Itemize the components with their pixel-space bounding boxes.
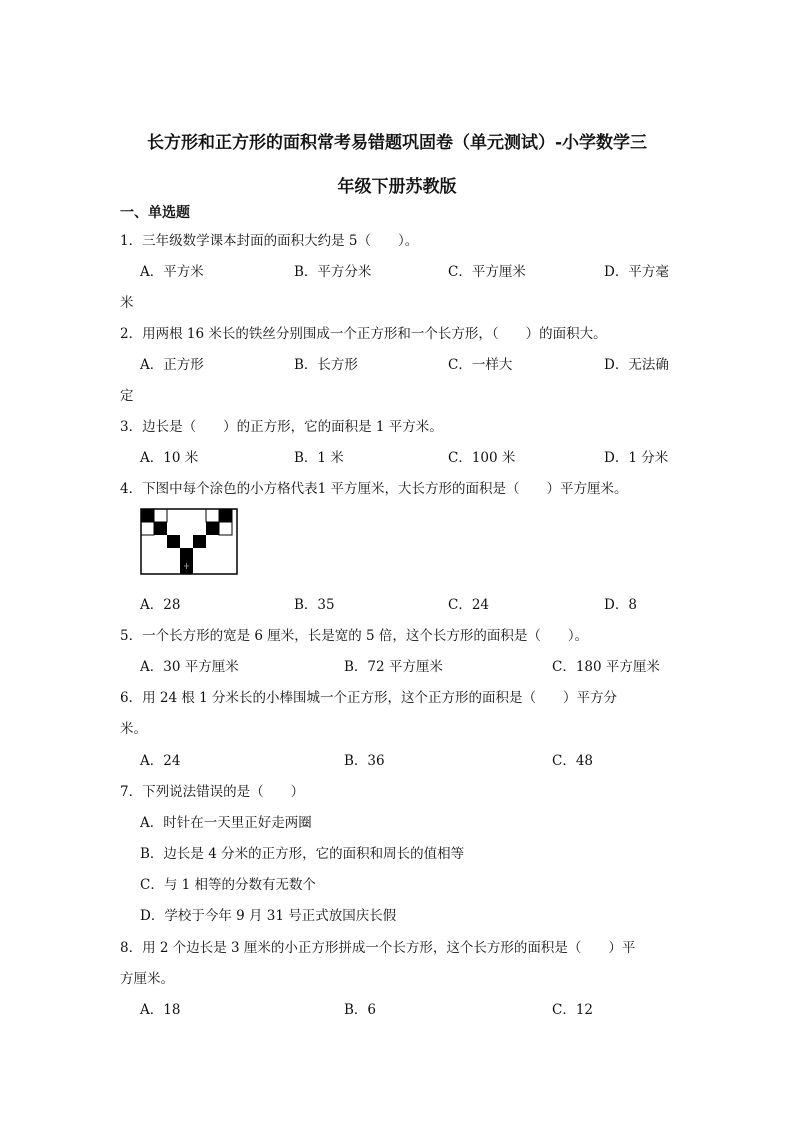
page-title-line1: 长方形和正方形的面积常考易错题巩固卷（单元测试）-小学数学三 bbox=[146, 133, 648, 153]
question-8-option-b[interactable]: B．6 bbox=[344, 1002, 377, 1018]
question-7-option-d[interactable]: D．学校于今年 9 月 31 号正式放国庆长假 bbox=[140, 908, 397, 924]
question-8-option-a[interactable]: A．18 bbox=[140, 1002, 181, 1018]
question-3-option-a[interactable]: A．10 米 bbox=[140, 450, 199, 466]
question-1-option-a[interactable]: A．平方米 bbox=[140, 264, 204, 280]
question-3-option-b[interactable]: B．1 米 bbox=[294, 450, 344, 466]
question-8-text: 8．用 2 个边长是 3 厘米的小正方形拼成一个长方形，这个长方形的面积是（ ）平 bbox=[120, 940, 636, 956]
page-title-line2: 年级下册苏教版 bbox=[337, 177, 457, 197]
question-4-option-c[interactable]: C．24 bbox=[448, 597, 490, 613]
question-4-option-d[interactable]: D．8 bbox=[604, 597, 637, 613]
question-8-text-wrap: 方厘米。 bbox=[120, 971, 174, 987]
question-2-option-d-wrap: 定 bbox=[120, 388, 134, 404]
question-2-option-d[interactable]: D．无法确 bbox=[604, 357, 669, 373]
question-7-option-a[interactable]: A．时针在一天里正好走两圈 bbox=[140, 815, 312, 831]
question-1-option-c[interactable]: C．平方厘米 bbox=[448, 264, 526, 280]
question-2-text: 2．用两根 16 米长的铁丝分别围成一个正方形和一个长方形，（ ）的面积大。 bbox=[120, 326, 607, 342]
question-3-option-d[interactable]: D．1 分米 bbox=[604, 450, 669, 466]
question-5-option-c[interactable]: C．180 平方厘米 bbox=[552, 659, 660, 675]
question-1-text: 1．三年级数学课本封面的面积大约是 5（ ）。 bbox=[120, 233, 419, 249]
question-7-text: 7．下列说法错误的是（ ） bbox=[120, 784, 305, 800]
question-8-option-c[interactable]: C．12 bbox=[552, 1002, 594, 1018]
question-7-option-c[interactable]: C．与 1 相等的分数有无数个 bbox=[140, 877, 317, 893]
question-4-option-b[interactable]: B．35 bbox=[294, 597, 335, 613]
question-7-option-b[interactable]: B．边长是 4 分米的正方形，它的面积和周长的值相等 bbox=[140, 846, 465, 862]
grid-figure bbox=[140, 508, 238, 576]
question-6-option-a[interactable]: A．24 bbox=[140, 753, 181, 769]
question-3-option-c[interactable]: C．100 米 bbox=[448, 450, 516, 466]
question-1-option-b[interactable]: B．平方分米 bbox=[294, 264, 372, 280]
question-5-text: 5．一个长方形的宽是 6 厘米，长是宽的 5 倍，这个长方形的面积是（ ）。 bbox=[120, 628, 589, 644]
question-4-text: 4．下图中每个涂色的小方格代表1 平方厘米，大长方形的面积是（ ）平方厘米。 bbox=[120, 481, 628, 497]
question-5-option-b[interactable]: B．72 平方厘米 bbox=[344, 659, 443, 675]
section-heading: 一、单选题 bbox=[120, 205, 190, 221]
question-2-option-c[interactable]: C．一样大 bbox=[448, 357, 513, 373]
question-6-option-b[interactable]: B．36 bbox=[344, 753, 385, 769]
question-1-option-d-wrap: 米 bbox=[120, 295, 134, 311]
question-5-option-a[interactable]: A．30 平方厘米 bbox=[140, 659, 239, 675]
question-6-option-c[interactable]: C．48 bbox=[552, 753, 594, 769]
question-3-text: 3．边长是（ ）的正方形，它的面积是 1 平方米。 bbox=[120, 419, 443, 435]
question-2-option-b[interactable]: B．长方形 bbox=[294, 357, 358, 373]
question-4-option-a[interactable]: A．28 bbox=[140, 597, 181, 613]
question-1-option-d[interactable]: D．平方毫 bbox=[604, 264, 669, 280]
question-6-text: 6．用 24 根 1 分米长的小棒围城一个正方形，这个正方形的面积是（ ）平方分 bbox=[120, 690, 618, 706]
question-2-option-a[interactable]: A．正方形 bbox=[140, 357, 204, 373]
question-6-text-wrap: 米。 bbox=[120, 721, 147, 737]
